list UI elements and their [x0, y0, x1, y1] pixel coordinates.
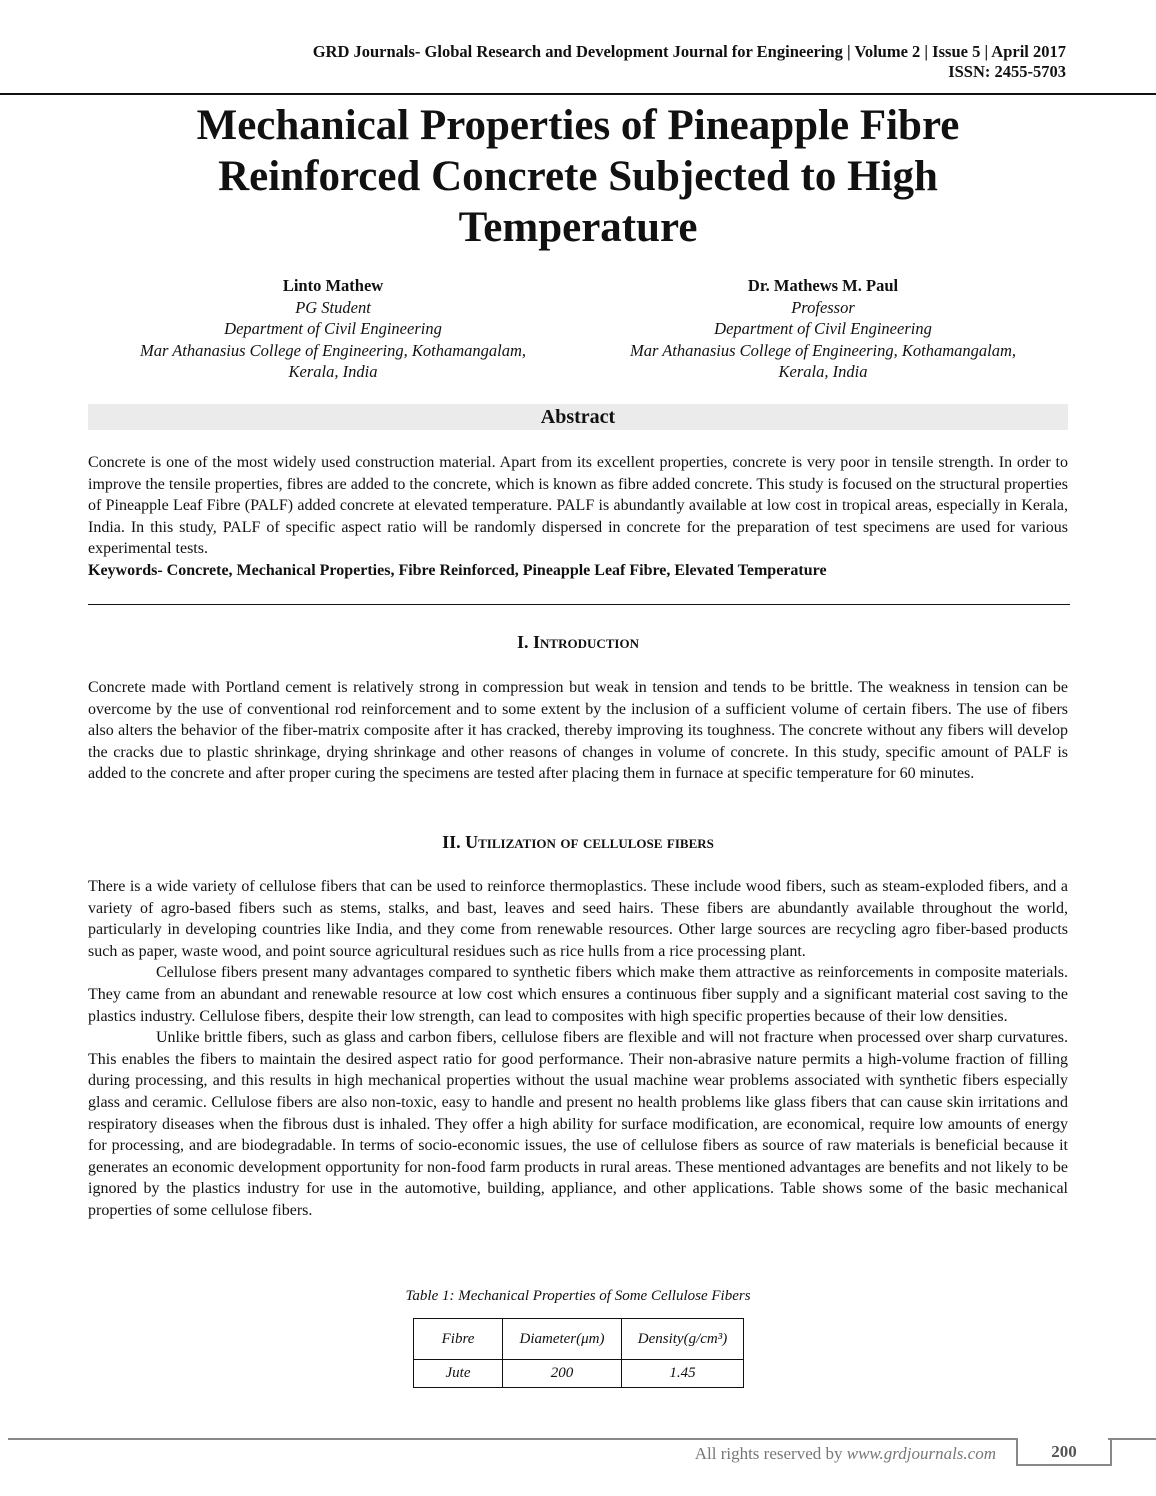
abstract-rule: [88, 604, 1070, 605]
title-line: Temperature: [458, 204, 698, 251]
introduction-body: [88, 677, 1068, 785]
author-place: Kerala, India: [288, 362, 378, 381]
author-block: [88, 275, 1068, 383]
footer-rule: [8, 1438, 1016, 1440]
copyright-text: All rights reserved by: [694, 1444, 847, 1463]
table-cell: 1.45: [622, 1360, 744, 1388]
author-role: Professor: [791, 297, 855, 317]
paragraph: Concrete made with Portland cement is relatively strong in compression but weak in tension and tends to be brittle. The weakness in tension can be overcome by the use of conventional rod reinforcement and to some extent by the inclusion of a sufficient volume of certain fibers. The use of fibers also alters the behavior of the fiber-matrix composite after it has cracked, thereby improving its toughness. The concrete without any fibers will develop the cracks due to plastic shrinkage, drying shrinkage and other reasons of changes in volume of concrete. In this study, specific amount of PALF is added to the concrete and after proper curing the specimens are tested after placing them in furnace at specific temperature for 60 minutes.: [88, 679, 1068, 783]
author-role: PG Student: [295, 297, 371, 317]
issn-line: ISSN: 2455-5703: [948, 62, 1066, 81]
table-row: [414, 1360, 744, 1388]
author-name: Dr. Mathews M. Paul: [747, 276, 899, 295]
footer-site-link[interactable]: www.grdjournals.com: [846, 1444, 996, 1463]
author-dept: Department of Civil Engineering: [224, 319, 442, 338]
paragraph: Unlike brittle fibers, such as glass and carbon fibers, cellulose fibers are flexible and will not fracture when processed over sharp curvatures. This enables the fibers to maintain the desired aspect ratio for good performance. Their non-abrasive nature permits a high-volume fraction of filling during processing, and this results in high mechanical properties without the usual machine wear problems associated with synthetic fibers especially glass and ceramic. Cellulose fibers are also non-toxic, easy to handle and present no health problems like glass fibers that can cause skin irritations and respiratory diseases when the fibrous dust is inhaled. They offer a high ability for surface modification, are economical, require low amounts of energy for processing, and are biodegradable. In terms of socio-economic issues, the use of cellulose fibers as source of raw materials is beneficial because it generates an economic development opportunity for non-food farm products in rural areas. These mentioned advantages are benefits and not likely to be ignored by the plastics industry for use in the automotive, building, appliance, and other applications. Table shows some of the basic mechanical properties of some cellulose fibers.: [88, 1029, 1068, 1219]
paragraph: There is a wide variety of cellulose fibers that can be used to reinforce thermoplastics. These include wood fibers, such as steam-exploded fibers, and a variety of agro-based fibers such as stems, stalks, and bast, leaves and seed hairs. These fibers are abundantly available throughout the world, particularly in developing countries like India, and they come from renewable resources. Other large sources are recycling agro fiber-based products such as paper, waste wood, and point source agricultural residues such as rice hulls from a rice processing plant.: [88, 878, 1068, 960]
journal-line: GRD Journals- Global Research and Development Journal for Engineering | Volume 2 | Issue 5 | April 2017: [312, 42, 1066, 61]
table-cell: 200: [503, 1360, 622, 1388]
author-place: Kerala, India: [778, 362, 868, 381]
keywords: Keywords- Concrete, Mechanical Properties, Fibre Reinforced, Pineapple Leaf Fibre, Elevated Temperature: [88, 561, 827, 579]
author-2: [578, 275, 1068, 383]
footer-rule-right: [1108, 1438, 1156, 1440]
author-name: Linto Mathew: [282, 276, 384, 295]
abstract-heading: Abstract: [88, 404, 1068, 430]
abstract-text: Concrete is one of the most widely used construction material. Apart from its excellent properties, concrete is very poor in tensile strength. In order to improve the tensile properties, fibres are added to the concrete, which is known as fibre added concrete. This study is focused on the structural properties of Pineapple Leaf Fibre (PALF) added concrete at elevated temperature. PALF is abundantly available at low cost in tropical areas, especially in Kerala, India. In this study, PALF of specific aspect ratio will be randomly dispersed in concrete for the preparation of test specimens are used for various experimental tests.: [88, 454, 1068, 558]
table-cell: Jute: [414, 1360, 503, 1388]
author-1: [88, 275, 578, 383]
author-dept: Department of Civil Engineering: [714, 319, 932, 338]
header-cell: Density(g/cm³): [622, 1319, 744, 1360]
header-cell: Diameter(μm): [503, 1319, 622, 1360]
author-inst: Mar Athanasius College of Engineering, Kothamangalam,: [139, 340, 527, 360]
section-heading-introduction: I. Introduction: [517, 632, 639, 652]
section-heading-cellulose: II. Utilization of cellulose fibers: [442, 832, 714, 852]
paragraph: Cellulose fibers present many advantages compared to synthetic fibers which make them attractive as reinforcements in composite materials. They came from an abundant and renewable resource at low cost which ensures a continuous fiber supply and a significant material cost saving to the plastics industry. Cellulose fibers, despite their low strength, can lead to composites with high specific properties because of their low densities.: [88, 964, 1068, 1025]
paper-title: [0, 100, 1156, 253]
footer-copyright: [695, 1444, 996, 1464]
running-header: [313, 42, 1066, 82]
table-caption: Table 1: Mechanical Properties of Some Cellulose Fibers: [405, 1288, 751, 1304]
table-header-row: [414, 1319, 744, 1360]
header-rule: [0, 93, 1156, 95]
header-cell: Fibre: [414, 1319, 503, 1360]
page-number: 200: [1016, 1438, 1112, 1466]
fibre-properties-table: [413, 1318, 744, 1388]
title-line: Mechanical Properties of Pineapple Fibre: [196, 102, 960, 149]
author-inst: Mar Athanasius College of Engineering, Kothamangalam,: [629, 340, 1017, 360]
abstract-body: [88, 452, 1068, 582]
title-line: Reinforced Concrete Subjected to High: [218, 153, 938, 200]
cellulose-body: [88, 876, 1068, 1222]
